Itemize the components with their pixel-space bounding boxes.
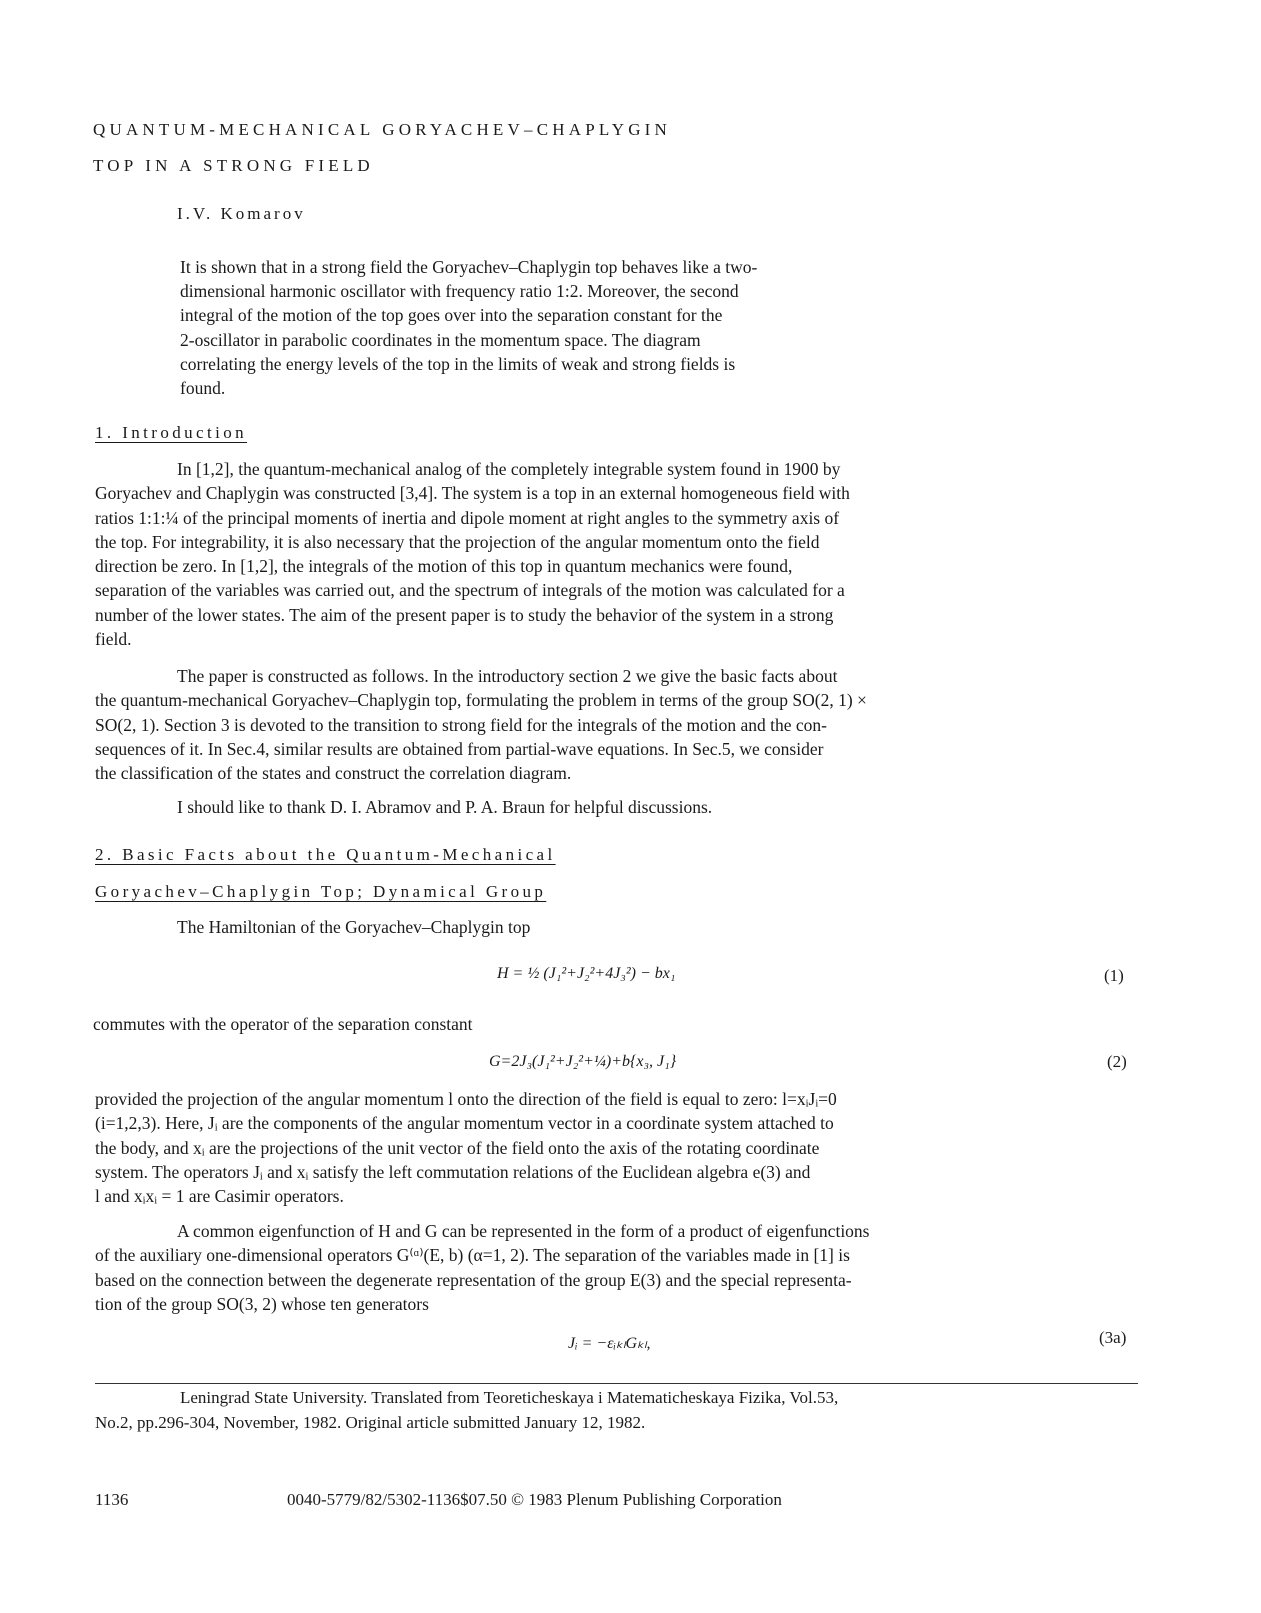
paragraph-line: l and xᵢxᵢ = 1 are Casimir operators. xyxy=(95,1186,344,1207)
section-2-heading-line-2: Goryachev–Chaplygin Top; Dynamical Group xyxy=(95,882,547,901)
paragraph-line: Goryachev and Chaplygin was constructed [3,4]. The system is a top in an external homogeneous field with xyxy=(95,483,850,504)
equation-1-number: (1) xyxy=(1104,966,1124,985)
intro-paragraph-2 xyxy=(95,664,1135,785)
footnote-line: Leningrad State University. Translated from Teoreticheskaya i Matematicheskaya Fizika, Vol.53, xyxy=(180,1388,839,1407)
section-2-heading-line-1: 2. Basic Facts about the Quantum-Mechanical xyxy=(95,845,556,864)
paper-title-line-1: QUANTUM-MECHANICAL GORYACHEV–CHAPLYGIN xyxy=(93,120,672,139)
paragraph-line: provided the projection of the angular momentum l onto the direction of the field is equal to zero: l=xᵢJᵢ=0 xyxy=(95,1089,837,1109)
section-1-heading: 1. Introduction xyxy=(95,423,248,442)
paragraph-line: the top. For integrability, it is also necessary that the projection of the angular momentum onto the field xyxy=(95,531,820,552)
publication-code: 0040-5779/82/5302-1136$07.50 © 1983 Plenum Publishing Corporation xyxy=(287,1490,782,1509)
acknowledgement: I should like to thank D. I. Abramov and P. A. Braun for helpful discussions. xyxy=(177,797,713,817)
equation-2: G=2J₃(J₁²+J₂²+¼)+b{x₃, J₁} xyxy=(489,1053,677,1070)
paragraph-line: ratios 1:1:¼ of the principal moments of inertia and dipole moment at right angles to the symmetry axis of xyxy=(95,507,840,528)
abstract-line: It is shown that in a strong field the Goryachev–Chaplygin top behaves like a two- xyxy=(180,257,758,277)
paragraph-line: the classification of the states and construct the correlation diagram. xyxy=(95,763,572,784)
paragraph-line: separation of the variables was carried out, and the spectrum of integrals of the motion was calculated for a xyxy=(95,580,845,601)
footnote-line: No.2, pp.296-304, November, 1982. Original article submitted January 12, 1982. xyxy=(95,1412,646,1432)
abstract xyxy=(180,255,950,400)
paragraph-line: the quantum-mechanical Goryachev–Chaplygin top, formulating the problem in terms of the group SO(2, 1) × xyxy=(95,690,867,711)
paragraph-line: direction be zero. In [1,2], the integrals of the motion of this top in quantum mechanics were found, xyxy=(95,556,793,577)
paragraph-line: A common eigenfunction of H and G can be represented in the form of a product of eigenfunctions xyxy=(177,1221,870,1241)
abstract-line: correlating the energy levels of the top in the limits of weak and strong fields is xyxy=(180,353,736,374)
footnote-divider xyxy=(95,1383,1138,1384)
paragraph-line: of the auxiliary one-dimensional operators G⁽ᵅ⁾(E, b) (α=1, 2). The separation of the variables made in [1] is xyxy=(95,1245,850,1266)
paragraph-line: SO(2, 1). Section 3 is devoted to the transition to strong field for the integrals of the motion and the con- xyxy=(95,714,827,735)
paragraph-line: the body, and xᵢ are the projections of the unit vector of the field onto the axis of the rotating coordinate xyxy=(95,1137,820,1158)
paragraph-line: sequences of it. In Sec.4, similar results are obtained from partial-wave equations. In Sec.5, we consider xyxy=(95,738,824,759)
equation-2-number: (2) xyxy=(1107,1052,1127,1071)
author: I.V. Komarov xyxy=(177,204,306,223)
intro-paragraph-1 xyxy=(95,457,1135,651)
equation-1: H = ½ (J₁²+J₂²+4J₃²) − bx₁ xyxy=(497,965,676,982)
paragraph-line: system. The operators Jᵢ and xᵢ satisfy the left commutation relations of the Euclidean algebra e(3) and xyxy=(95,1161,811,1182)
abstract-line: dimensional harmonic oscillator with frequency ratio 1:2. Moreover, the second xyxy=(180,281,739,302)
paragraph-line: In [1,2], the quantum-mechanical analog of the completely integrable system found in 1900 by xyxy=(177,459,841,479)
paragraph-line: based on the connection between the degenerate representation of the group E(3) and the special representa- xyxy=(95,1269,852,1290)
commutes-text: commutes with the operator of the separation constant xyxy=(93,1014,473,1034)
paragraph-line: tion of the group SO(3, 2) whose ten generators xyxy=(95,1293,429,1314)
hamiltonian-intro: The Hamiltonian of the Goryachev–Chaplygin top xyxy=(177,917,531,937)
section-2-paragraph-2 xyxy=(95,1219,1135,1316)
equation-3a: Jᵢ = −εᵢₖₗGₖₗ, xyxy=(568,1335,651,1352)
abstract-line: found. xyxy=(180,378,226,399)
paper-title-line-2: TOP IN A STRONG FIELD xyxy=(93,156,374,175)
page-number: 1136 xyxy=(95,1490,129,1509)
section-2-paragraph-1 xyxy=(95,1087,1135,1208)
abstract-line: integral of the motion of the top goes over into the separation constant for the xyxy=(180,305,723,326)
paragraph-line: number of the lower states. The aim of the present paper is to study the behavior of the system in a strong xyxy=(95,604,834,625)
paragraph-line: The paper is constructed as follows. In the introductory section 2 we give the basic facts about xyxy=(177,666,838,686)
equation-3a-number: (3a) xyxy=(1099,1328,1127,1347)
footnote xyxy=(95,1386,1135,1435)
abstract-line: 2-oscillator in parabolic coordinates in the momentum space. The diagram xyxy=(180,329,701,350)
paragraph-line: (i=1,2,3). Here, Jᵢ are the components of the angular momentum vector in a coordinate system attached to xyxy=(95,1113,834,1134)
paragraph-line: field. xyxy=(95,629,132,650)
